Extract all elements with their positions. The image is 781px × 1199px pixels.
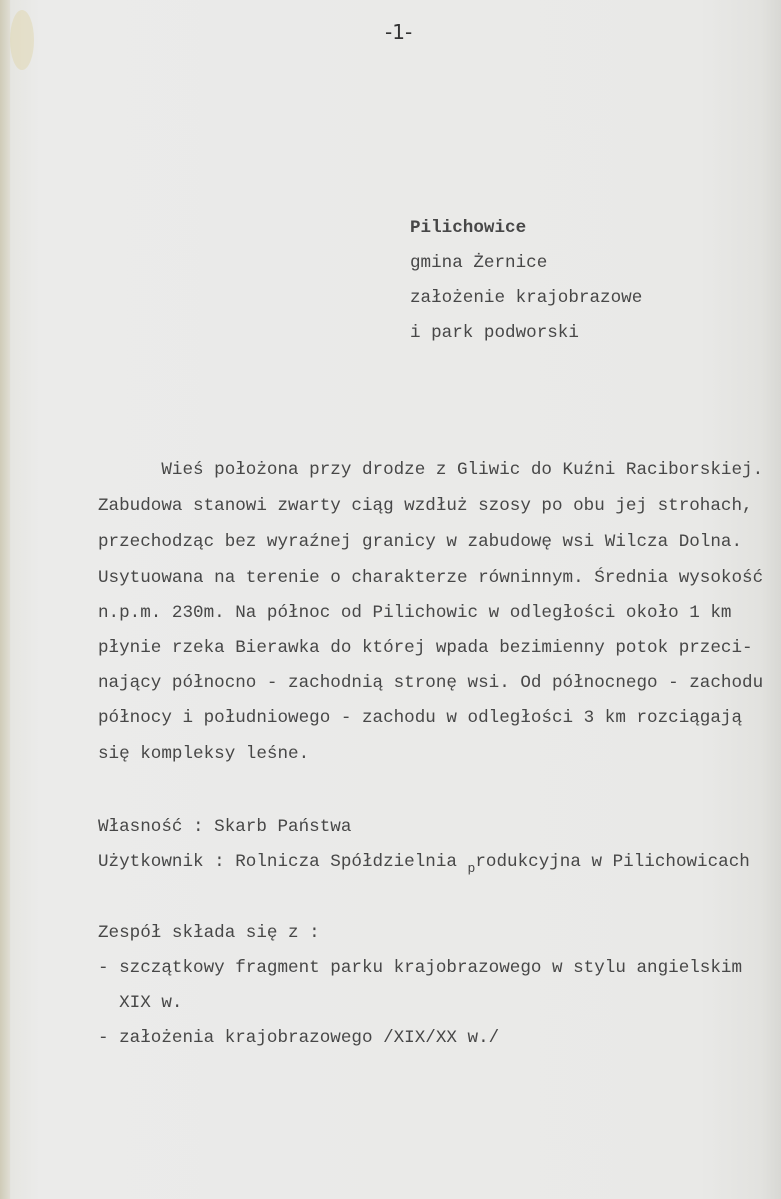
header-layout: założenie krajobrazowe	[410, 288, 643, 308]
paragraph-line: Wieś położona przy drodze z Gliwic do Kuźni Raciborskiej.	[98, 460, 764, 480]
paragraph-line: Usytuowana na terenie o charakterze równinnym. Średnia wysokość	[98, 568, 764, 588]
paragraph-line: przechodząc bez wyraźnej granicy w zabudowę wsi Wilcza Dolna.	[98, 532, 743, 552]
paragraph-line: północy i południowego - zachodu w odległości 3 km rozciągają	[98, 708, 743, 728]
composition-item: - założenia krajobrazowego /XIX/XX w./	[98, 1028, 500, 1048]
ownership-line: Własność : Skarb Państwa	[98, 817, 352, 837]
paragraph-line: Zabudowa stanowi zwarty ciąg wzdłuż szosy po obu jej strohach,	[98, 496, 753, 516]
user-prefix: Użytkownik : Rolnicza Spółdzielnia	[98, 852, 468, 872]
user-p: p	[467, 861, 476, 876]
header-commune: gmina Żernice	[410, 253, 548, 273]
paragraph-line: nający północno - zachodnią stronę wsi. Od północnego - zachodu	[98, 673, 764, 693]
page-number: -1-	[385, 20, 413, 44]
user-suffix: rodukcyjna w Pilichowicach	[475, 852, 750, 872]
paragraph-line: się kompleksy leśne.	[98, 744, 310, 764]
composition-item-cont: XIX w.	[98, 993, 183, 1013]
paragraph-line: n.p.m. 230m. Na północ od Pilichowic w odległości około 1 km	[98, 603, 732, 623]
paper-edge	[0, 0, 10, 1199]
paragraph-line: płynie rzeka Bierawka do której wpada bezimienny potok przeci-	[98, 638, 753, 658]
paper-stain	[10, 10, 34, 70]
composition-item: - szczątkowy fragment parku krajobrazowego w stylu angielskim	[98, 958, 743, 978]
header-place: Pilichowice	[410, 218, 527, 238]
composition-heading: Zespół składa się z :	[98, 923, 320, 943]
header-park: i park podworski	[410, 323, 579, 343]
user-line	[98, 852, 750, 879]
